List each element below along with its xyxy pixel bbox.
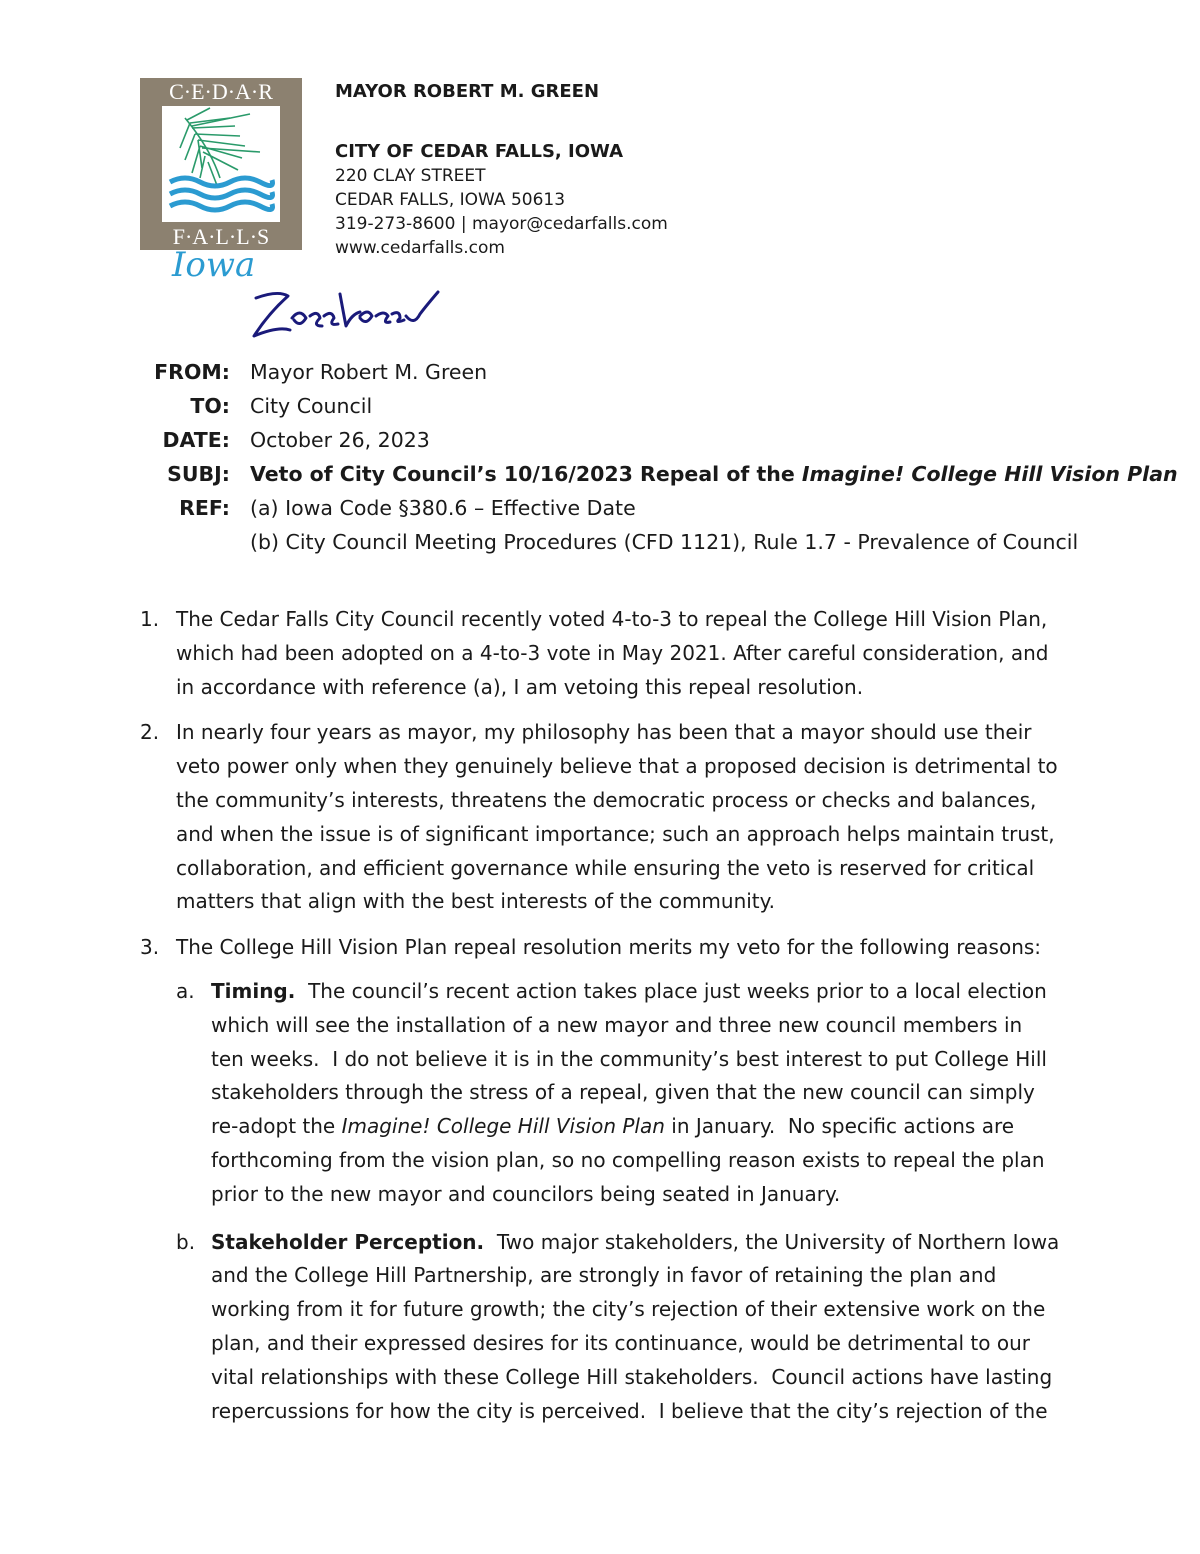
to-label: TO: (190, 394, 230, 418)
mayor-name-heading: MAYOR ROBERT M. GREEN (335, 81, 600, 102)
svg-text:Iowa: Iowa (172, 245, 256, 283)
from-value: Mayor Robert M. Green (250, 360, 488, 384)
to-field (150, 389, 1178, 423)
from-field (150, 355, 1178, 389)
contact-line: 319-273-8600 | mayor@cedarfalls.com (335, 214, 668, 234)
paragraph-2: 2. In nearly four years as mayor, my philosophy has been that a mayor should use their veto power only when they genuinely believe that a proposed decision is detrimental to the community’s interests, threatens the democratic process or checks and balances, and when the issue is of significant importance; such an approach helps maintain trust, collaboration, and efficient governance while ensuring the veto is reserved for critical matters that align with the best interests of the community. (140, 720, 1058, 914)
paragraph-3: 3. The College Hill Vision Plan repeal resolution merits my veto for the following reasons: (140, 935, 1042, 960)
date-label: DATE: (162, 428, 230, 452)
svg-text:C·E·D·A·R: C·E·D·A·R (169, 79, 273, 104)
svg-text:F·A·L·L·S: F·A·L·L·S (172, 224, 270, 249)
reference-b: (b) City Council Meeting Procedures (CFD 1121), Rule 1.7 - Prevalence of Council (250, 530, 1079, 554)
subject-label: SUBJ: (167, 462, 230, 486)
subparagraph-b-heading: Stakeholder Perception. (211, 1229, 485, 1254)
to-value: City Council (250, 394, 373, 418)
subject-field (150, 457, 1178, 491)
paragraph-1: 1. The Cedar Falls City Council recently voted 4-to-3 to repeal the College Hill Vision Plan, which had been adopted on a 4-to-3 vote in May 2021. After careful consideration, and in accordance with reference (a), I am vetoing this repeal resolution. (140, 607, 1049, 699)
letterhead (335, 80, 668, 260)
memo-header-fields (150, 355, 1178, 559)
reference-field-cont (150, 525, 1178, 559)
reference-field (150, 491, 1178, 525)
subparagraph-a-heading: Timing. (211, 978, 296, 1003)
city-state-zip: CEDAR FALLS, IOWA 50613 (335, 190, 566, 210)
subject-value: Veto of City Council’s 10/16/2023 Repeal of the Imagine! College Hill Vision Plan (250, 462, 1178, 486)
from-label: FROM: (154, 360, 230, 384)
memo-body (140, 603, 1066, 1442)
subparagraph-b: b. Stakeholder Perception. Two major stakeholders, the University of Northern Iowa and the College Hill Partnership, are strongly in favor of retaining the plan and working from it for future growth; the city’s rejection of their extensive work on the plan, and their expressed desires for its continuance, would be detrimental to our vital relationships with these College Hill stakeholders. Council actions have lasting repercussions for how the city is perceived. I believe that the city’s rejection of the (176, 1229, 1066, 1423)
reference-a: (a) Iowa Code §380.6 – Effective Date (250, 496, 636, 520)
street-address: 220 CLAY STREET (335, 166, 486, 186)
city-name-heading: CITY OF CEDAR FALLS, IOWA (335, 141, 623, 162)
cedar-falls-logo (140, 78, 302, 283)
signature (248, 286, 444, 346)
reference-label: REF: (179, 496, 230, 520)
date-field (150, 423, 1178, 457)
subparagraph-a: a. Timing. The council’s recent action takes place just weeks prior to a local election which will see the installation of a new mayor and three new council members in ten weeks. I do not believe it is in the community’s best interest to put College Hill stakeholders through the stress of a repeal, given that the new council can simply re-adopt the Imagine! College Hill Vision Plan in January. No specific actions are forthcoming from the vision plan, so no compelling reason exists to repeal the plan prior to the new mayor and councilors being seated in January. (176, 978, 1054, 1206)
date-value: October 26, 2023 (250, 428, 430, 452)
website: www.cedarfalls.com (335, 238, 505, 258)
